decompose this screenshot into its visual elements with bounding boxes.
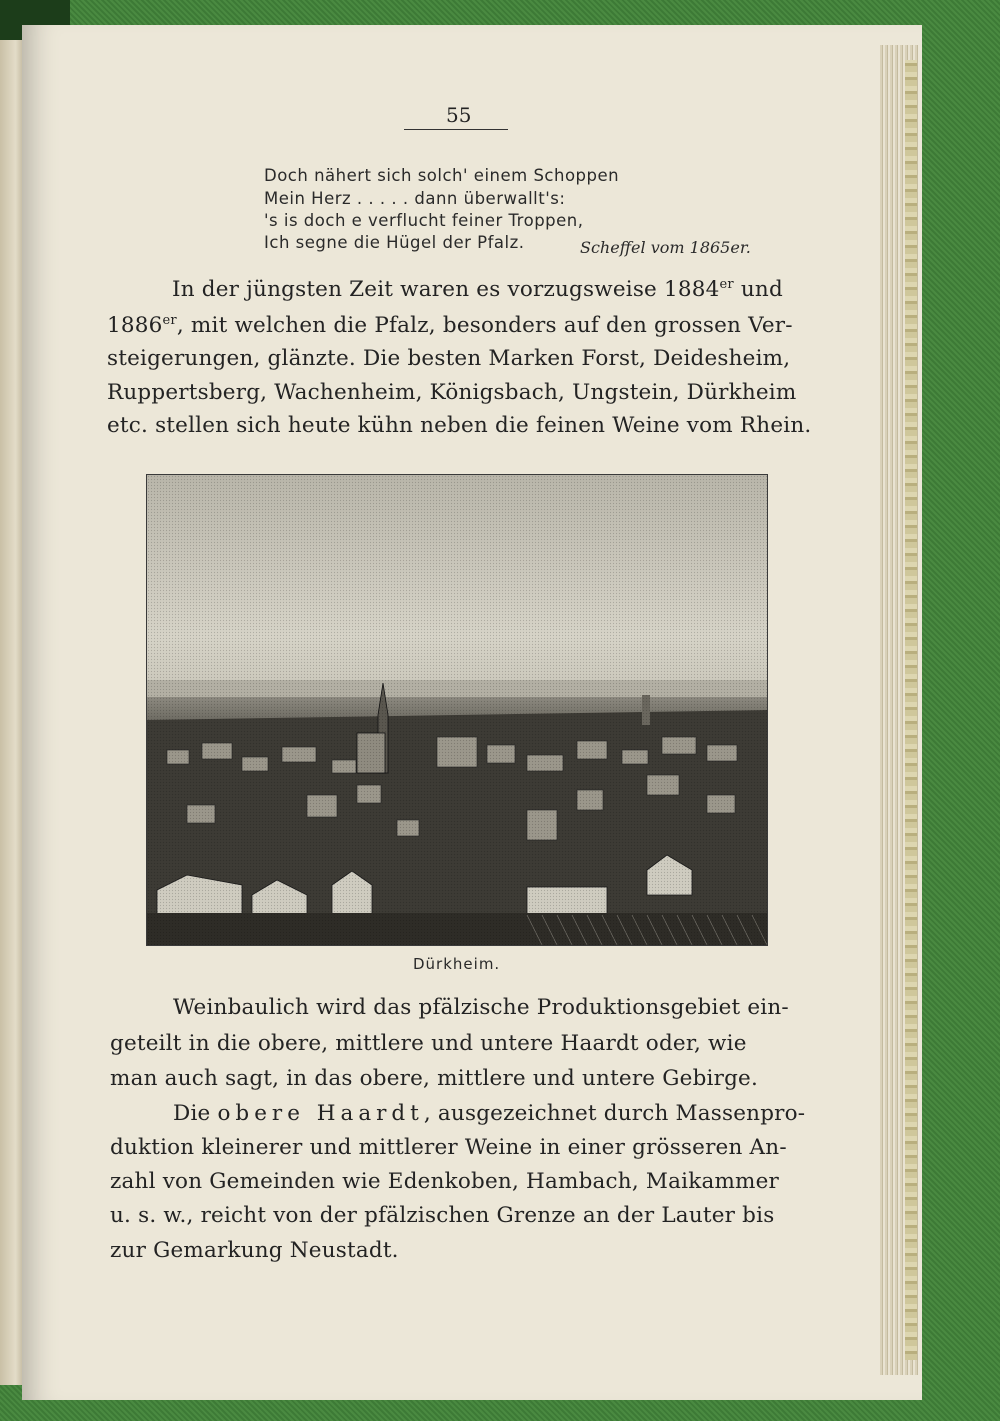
poem-line: Ich segne die Hügel der Pfalz.: [264, 233, 525, 252]
halftone-screen: [147, 475, 767, 945]
ordinal-suffix: er: [719, 277, 734, 292]
text-run: In der jüngsten Zeit waren es vorzugsweise 1884: [172, 277, 720, 303]
paragraph1-line: etc. stellen sich heute kühn neben die feinen Weine vom Rhein.: [107, 413, 812, 438]
poem-attribution: Scheffel vom 1865er.: [580, 238, 751, 257]
paragraph2-line: Weinbaulich wird das pfälzische Produktionsgebiet ein-: [173, 995, 789, 1020]
ordinal-suffix: er: [162, 313, 177, 328]
text-run: , mit welchen die Pfalz, besonders auf den grossen Ver-: [176, 313, 793, 339]
paragraph3-line: zahl von Gemeinden wie Edenkoben, Hambach, Maikammer: [110, 1169, 780, 1194]
paragraph1-line: [107, 313, 793, 338]
image-caption: Dürkheim.: [413, 955, 501, 973]
gilt-page-edge: [905, 60, 917, 1360]
page-number: 55: [446, 103, 472, 127]
poem-line: 's is doch e verflucht feiner Troppen,: [264, 211, 584, 230]
poem-line: Doch nähert sich solch' einem Schoppen: [264, 166, 620, 185]
paragraph1-line: Ruppertsberg, Wachenheim, Königsbach, Ungstein, Dürkheim: [107, 380, 797, 405]
paragraph3-line: u. s. w., reicht von der pfälzischen Grenze an der Lauter bis: [110, 1203, 775, 1228]
paragraph3-line: [173, 1101, 805, 1126]
text-run: und: [733, 277, 783, 303]
text-run: 1886: [107, 313, 163, 339]
text-run: , ausgezeichnet durch Massenpro-: [423, 1101, 806, 1126]
town-photograph: [146, 474, 768, 946]
paragraph1-line: [172, 277, 783, 302]
paragraph2-line: man auch sagt, in das obere, mittlere und untere Gebirge.: [110, 1066, 759, 1091]
paragraph1-line: steigerungen, glänzte. Die besten Marken Forst, Deidesheim,: [107, 346, 791, 371]
page-number-rule: [404, 129, 508, 130]
spaced-term: obere Haardt: [217, 1101, 424, 1126]
poem-line: Mein Herz . . . . . dann überwallt's:: [264, 189, 566, 208]
paragraph3-line: zur Gemarkung Neustadt.: [110, 1238, 399, 1263]
text-run: Die: [173, 1101, 218, 1126]
paragraph3-line: duktion kleinerer und mittlerer Weine in einer grösseren An-: [110, 1135, 787, 1160]
paragraph2-line: geteilt in die obere, mittlere und untere Haardt oder, wie: [110, 1031, 747, 1056]
town-photograph-drawing: [147, 475, 767, 945]
